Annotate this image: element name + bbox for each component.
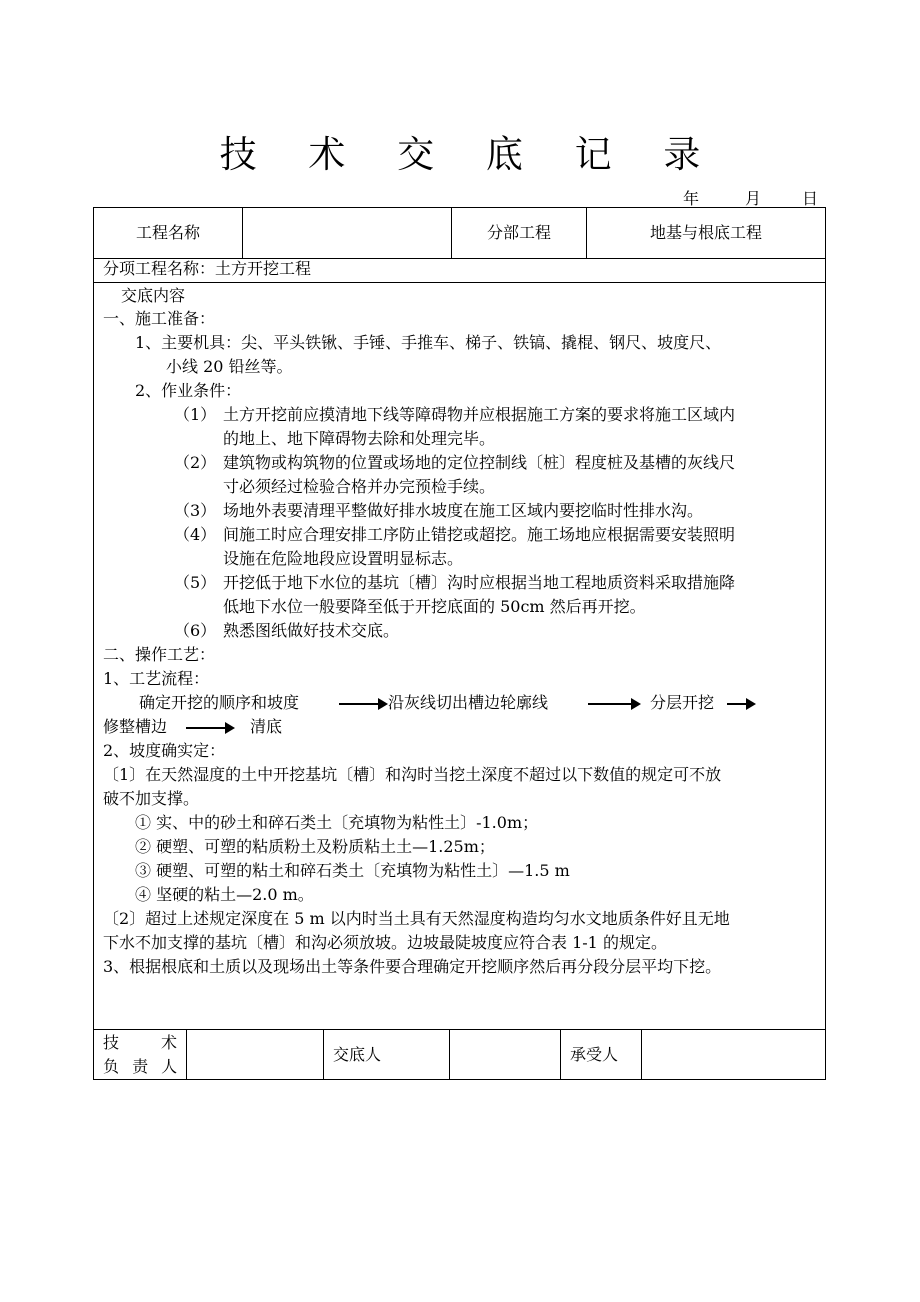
date-month-label: 月 (745, 189, 762, 208)
soil-item-2: ② 硬塑、可塑的粘质粉土及粉质粘土土—1.25m； (135, 837, 495, 856)
project-name-value[interactable] (243, 208, 451, 258)
condition-3-line-1: 场地外表要清理平整做好排水坡度在施工区域内要挖临时性排水沟。 (223, 501, 704, 520)
date-day-label: 日 (802, 189, 819, 208)
tools-line-1: 1、主要机具：尖、平头铁锹、手锤、手推车、梯子、铁镐、撬棍、钢尺、坡度尺、 (135, 333, 722, 352)
signature-row (93, 1029, 826, 1080)
tech-label-char-1: 技 (103, 1033, 120, 1052)
divider (323, 1030, 324, 1079)
condition-2-number: （2） (174, 453, 217, 472)
condition-3-number: （3） (174, 501, 217, 520)
divider (560, 1030, 561, 1079)
flow-step-3: 分层开挖 (650, 693, 715, 712)
discloser-value[interactable] (450, 1030, 560, 1079)
condition-2-line-1: 建筑物或构筑物的位置或场地的定位控制线〔桩〕程度桩及基槽的灰线尺 (223, 453, 736, 472)
condition-1-line-1: 土方开挖前应摸清地下线等障碍物并应根据施工方案的要求将施工区域内 (223, 405, 736, 424)
soil-item-3: ③ 硬塑、可塑的粘土和碎石类土〔充填物为粘性土〕—1.5 m (135, 861, 570, 880)
slope-heading: 2、坡度确实定： (103, 741, 226, 760)
flow-step-1: 确定开挖的顺序和坡度 (139, 693, 300, 712)
discloser-label: 交底人 (333, 1045, 382, 1064)
condition-1-line-2: 的地上、地下障碍物去除和处理完毕。 (223, 429, 496, 448)
section-2-heading: 二、操作工艺： (103, 645, 216, 664)
receiver-value[interactable] (642, 1030, 825, 1079)
project-name-label: 工程名称 (135, 223, 200, 242)
slope-para-2-line-1: 〔2〕超过上述规定深度在 5 m 以内时当土具有天然湿度构造均匀水文地质条件好且无地 (103, 909, 730, 928)
divider (94, 282, 825, 283)
work-conditions-heading: 2、作业条件： (135, 381, 242, 400)
tech-label-char-2: 术 (161, 1033, 178, 1052)
content-heading: 交底内容 (121, 286, 186, 305)
flow-step-5: 清底 (250, 717, 283, 736)
receiver-label: 承受人 (570, 1045, 619, 1064)
slope-para-2-line-2: 下水不加支撑的基坑〔槽〕和沟必须放坡。边坡最陡坡度应符合表 1-1 的规定。 (103, 933, 667, 952)
condition-2-line-2: 寸必须经过检验合格并办完预检手续。 (223, 477, 496, 496)
condition-4-number: （4） (174, 525, 217, 544)
condition-5-number: （5） (174, 573, 217, 592)
condition-1-number: （1） (174, 405, 217, 424)
tools-line-2: 小线 20 铅丝等。 (166, 357, 293, 376)
flow-arrow-icon (186, 727, 226, 729)
division-value[interactable]: 地基与根底工程 (649, 223, 762, 242)
tech-lead-value[interactable] (187, 1030, 323, 1079)
flow-arrow-icon (339, 703, 379, 705)
document-title: 技 术 交 底 记 录 (219, 133, 721, 176)
process-flow-heading: 1、工艺流程： (103, 669, 210, 688)
condition-5-line-1: 开挖低于地下水位的基坑〔槽〕沟时应根据当地工程地质资料采取措施降 (223, 573, 736, 592)
soil-item-4: ④ 坚硬的粘土—2.0 m。 (135, 885, 314, 904)
condition-4-line-2: 设施在危险地段应设置明显标志。 (223, 549, 464, 568)
soil-item-1: ① 实、中的砂土和碎石类土〔充填物为粘性土〕-1.0m； (135, 813, 539, 832)
condition-6-number: （6） (174, 621, 217, 640)
flow-arrow-icon (727, 703, 747, 705)
slope-para-1-line-1: 〔1〕在天然湿度的土中开挖基坑〔槽〕和沟时当挖土深度不超过以下数值的规定可不放 (103, 765, 722, 784)
content-cell (93, 257, 826, 1030)
slope-para-1-line-2: 破不加支撑。 (103, 789, 200, 808)
flow-step-4: 修整槽边 (103, 717, 168, 736)
excavation-order-line: 3、根据根底和土质以及现场出土等条件要合理确定开挖顺序然后再分段分层平均下挖。 (103, 957, 722, 976)
condition-6-line-1: 熟悉图纸做好技术交底。 (223, 621, 400, 640)
header-row (93, 207, 826, 259)
date-year-label: 年 (683, 189, 700, 208)
division-label: 分部工程 (486, 223, 551, 242)
flow-arrow-icon (588, 703, 632, 705)
section-1-heading: 一、施工准备： (103, 309, 216, 328)
condition-4-line-1: 间施工时应合理安排工序防止错挖或超挖。施工场地应根据需要安装照明 (223, 525, 736, 544)
flow-step-2: 沿灰线切出槽边轮廓线 (388, 693, 549, 712)
tech-label-line-2: 负 责 人 (103, 1057, 182, 1076)
subproject-name: 分项工程名称：土方开挖工程 (103, 259, 312, 278)
condition-5-line-2: 低地下水位一般要降至低于开挖底面的 50cm 然后再开挖。 (223, 597, 646, 616)
